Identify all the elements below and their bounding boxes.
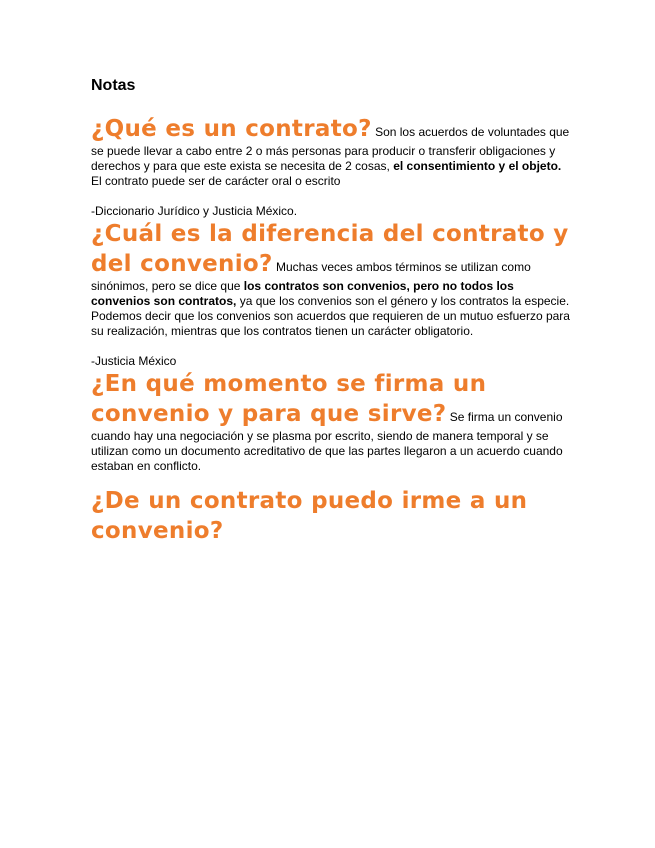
heading-contrato-a-convenio: ¿De un contrato puedo irme a un convenio?	[91, 488, 528, 544]
source-line-2: -Justicia México	[91, 354, 177, 368]
diferencia-text-bold: los contratos son convenios, pero no todos los convenios son contratos,	[91, 279, 514, 308]
heading-diferencia: ¿Cuál es la diferencia del contrato y del convenio?	[91, 221, 569, 277]
firma-convenio-text: Se firma un convenio cuando hay una negociación y se plasma por escrito, siendo de manera temporal y se utilizan como un documento acreditativo de que las partes llegaron a un acuerdo cuando estaban en conflicto.	[91, 410, 563, 473]
notes-title: Notas	[91, 77, 136, 94]
section-firma-convenio	[91, 369, 571, 474]
section-diferencia	[91, 219, 571, 339]
diferencia-line2: Podemos decir que los convenios son acuerdos que requieren de un mutuo esfuerzo para su realización, mientras que los contratos tienen un carácter obligatorio.	[91, 309, 570, 338]
heading-firma-convenio: ¿En qué momento se firma un convenio y para que sirve?	[91, 371, 487, 427]
diferencia-text-a: Muchas veces ambos términos se utilizan como sinónimos, pero se dice que	[91, 260, 531, 293]
contrato-oral-escrito-text: El contrato puede ser de carácter oral o escrito	[91, 174, 341, 188]
contrato-definition-bold: el consentimiento y el objeto.	[393, 159, 562, 173]
section-contrato	[91, 114, 571, 189]
document-page	[91, 76, 571, 546]
source-line-1: -Diccionario Jurídico y Justicia México.	[91, 204, 298, 218]
contrato-definition-text: Son los acuerdos de voluntades que se puede llevar a cabo entre 2 o más personas para producir o transferir obligaciones y derechos y para que este exista se necesita de 2 cosas,	[91, 125, 570, 173]
diferencia-text-b: ya que los convenios son el género y los contratos la especie.	[239, 294, 570, 308]
heading-que-es-contrato: ¿Qué es un contrato?	[91, 116, 372, 142]
